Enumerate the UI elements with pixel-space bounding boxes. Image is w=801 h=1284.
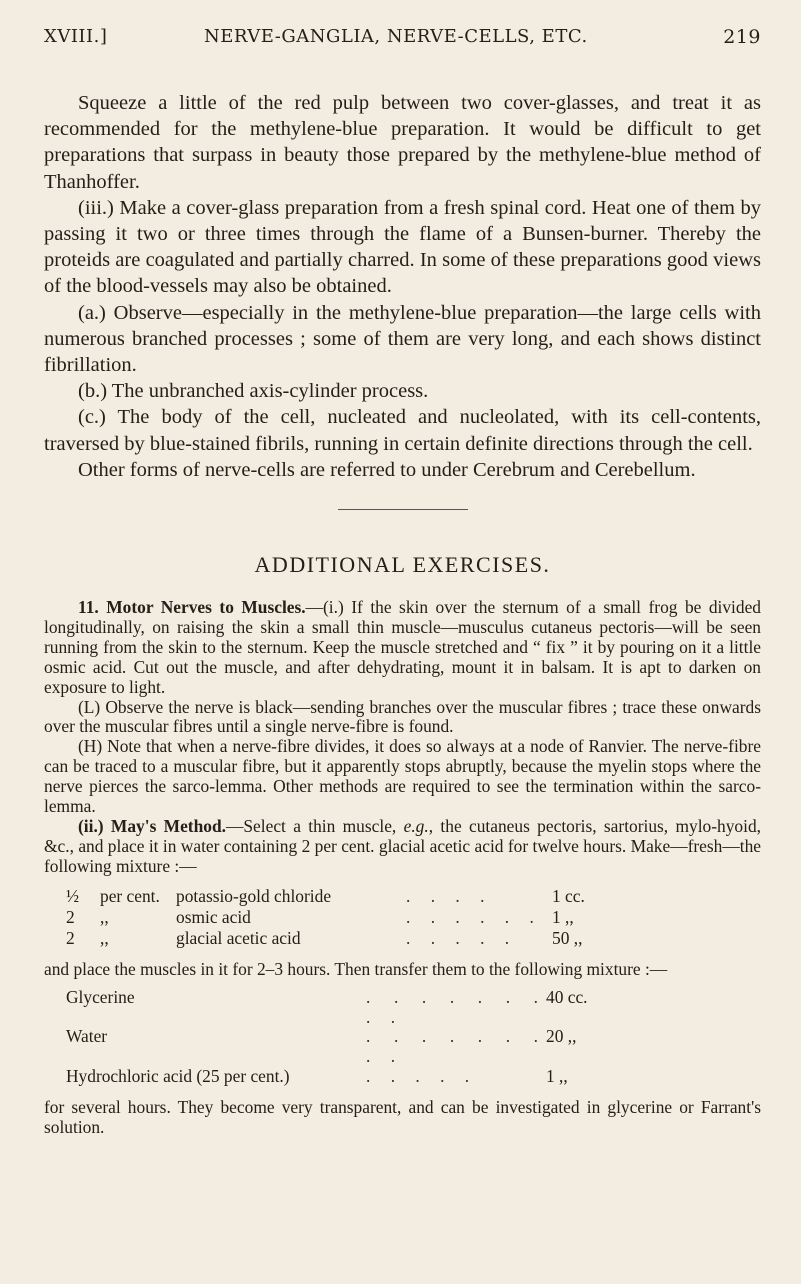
paragraph: Squeeze a little of the red pulp between two cover-glasses, and treat it as recommended for the methylene-blue preparation. It would be difficult to get preparations that surpass in beauty those prepared by the methylene-blue method of Thanhoffer. <box>44 92 761 193</box>
paragraph-l: (L) Observe the nerve is black—sending branches over the muscular fibres ; trace these onwards over the muscular fibres until a single nerve-fibre is found. <box>44 696 761 737</box>
method-heading: (ii.) May's Method. <box>78 816 226 837</box>
transfer-paragraph: and place the muscles in it for 2–3 hours. Then transfer them to the following mixture :— <box>44 958 668 979</box>
table-row: Hydrochloric acid (25 per cent.) . . . . . 1 ,, <box>66 1066 568 1087</box>
paragraph: (c.) The body of the cell, nucleated and nucleolated, with its cell-contents, traversed by blue-stained fibrils, running in certain definite directions through the cell. <box>44 406 761 455</box>
running-head <box>44 26 761 60</box>
exercises-text <box>44 598 761 1138</box>
section-divider <box>338 509 468 510</box>
table-row: Glycerine . . . . . . . . . 40 cc. <box>66 986 588 1027</box>
exercise-heading: 11. Motor Nerves to Muscles. <box>78 597 306 618</box>
table-row: ½ per cent. potassio-gold chloride . . . . 1 cc. <box>66 885 585 906</box>
main-text <box>44 90 761 483</box>
closing-paragraph: for several hours. They become very transparent, and can be investigated in glycerine or Farrant's solution. <box>44 1097 761 1138</box>
mixture-table-1 <box>66 887 602 950</box>
chapter-number: XVIII.] <box>44 26 108 47</box>
paragraph: Other forms of nerve-cells are referred to under Cerebrum and Cerebellum. <box>78 458 696 481</box>
mixture-table-2 <box>66 988 596 1089</box>
page-number: 219 <box>723 26 761 48</box>
paragraph-h: (H) Note that when a nerve-fibre divides, it does so always at a node of Ranvier. The nerve-fibre can be traced to a muscular fibre, but it apparently stops abruptly, because the myelin stops where the nerve pierces the sarco-lemma. Other methods are required to see the termination within the sarco-lemma. <box>44 736 761 817</box>
exercise-body: —(i.) If the skin over the sternum of a small frog be divided longitudinally, on raising the skin a small thin muscle—musculus cutaneus pectoris—will be seen running from the skin to the sternum. Keep the muscle stretched and “ fix ” it by pouring on it a little osmic acid. Cut out the muscle, and after dehydrating, mount it in balsam. It is apt to darken on exposure to light. <box>44 597 762 697</box>
paragraph: (iii.) Make a cover-glass preparation from a fresh spinal cord. Heat one of them by passing it two or three times through the flame of a Bunsen-burner. Thereby the proteids are coagulated and partially charred. In some of these preparations good views of the blood-vessels may also be obtained. <box>44 196 761 298</box>
section-title: ADDITIONAL EXERCISES. <box>254 552 551 578</box>
paragraph: (a.) Observe—especially in the methylene-blue preparation—the large cells with numerous branched processes ; some of them are very long, and each shows distinct fibrillation. <box>44 301 761 377</box>
exercise-11 <box>44 598 761 698</box>
table-row: Water . . . . . . . . . 20 ,, <box>66 1026 577 1067</box>
running-title: NERVE-GANGLIA, NERVE-CELLS, ETC. <box>204 26 588 47</box>
paragraph: (b.) The unbranched axis-cylinder process. <box>78 380 429 403</box>
table-row: 2 ,, glacial acetic acid . . . . . 50 ,, <box>66 927 583 948</box>
table-row: 2 ,, osmic acid . . . . . . 1 ,, <box>66 906 574 927</box>
mays-method: (ii.) May's Method.—Select a thin muscle, e.g., the cutaneus pectoris, sartorius, mylo-hyoid, &c., and place it in water containing 2 per cent. glacial acetic acid for twelve hours. Make—fresh—the following mixture :— <box>44 816 761 876</box>
